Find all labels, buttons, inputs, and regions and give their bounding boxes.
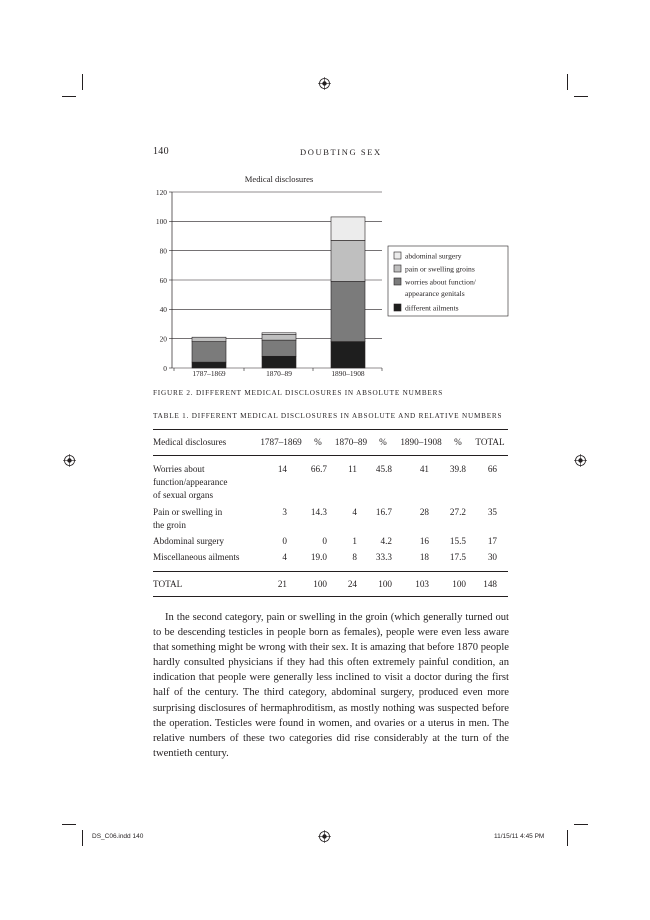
table-cell: 0	[322, 536, 327, 546]
table-cell: 11	[348, 464, 357, 474]
bar-segment	[262, 333, 296, 334]
table-total-cell: 100	[378, 579, 392, 589]
table-header-col: %	[314, 437, 322, 447]
table-cell: 28	[419, 507, 429, 517]
bar-segment	[331, 217, 365, 240]
running-head-title: DOUBTING SEX	[300, 147, 382, 157]
table-row-label: Worries about	[153, 464, 205, 474]
y-tick-label: 120	[155, 187, 167, 197]
table-cell: 8	[352, 552, 357, 562]
legend-swatch	[394, 304, 401, 311]
table-cell: 33.3	[375, 552, 392, 562]
legend-label: pain or swelling groins	[405, 264, 475, 274]
bar-segment	[262, 340, 296, 356]
crop-mark	[567, 74, 568, 90]
crop-mark	[82, 830, 83, 846]
table-header-col: %	[454, 437, 462, 447]
medical-disclosures-chart	[140, 168, 520, 384]
table-cell: 66.7	[310, 464, 327, 474]
table-cell: 41	[419, 464, 429, 474]
table-row-label: Pain or swelling in	[153, 507, 223, 517]
legend-swatch	[394, 252, 401, 259]
table-cell: 4	[352, 507, 357, 517]
x-tick-label: 1890–1908	[331, 369, 365, 378]
y-tick-label: 20	[159, 334, 167, 344]
table-header-col: 1870–89	[334, 437, 368, 447]
table-total-cell: 100	[452, 579, 466, 589]
bar-segment	[192, 342, 226, 363]
table-cell: 18	[419, 552, 429, 562]
table-cell: 3	[282, 507, 287, 517]
table-row-label: Miscellaneous ailments	[153, 552, 240, 562]
x-tick-label: 1787–1869	[192, 369, 226, 378]
y-tick-label: 80	[159, 246, 167, 256]
crop-mark	[62, 824, 76, 825]
bar-segment	[331, 281, 365, 341]
table-total-rule	[153, 571, 508, 572]
legend-swatch	[394, 265, 401, 272]
crop-mark	[82, 74, 83, 90]
table-total-cell: 103	[415, 579, 429, 589]
table-cell: 66	[487, 464, 497, 474]
bar-segment	[331, 240, 365, 281]
table-total-cell: 148	[483, 579, 497, 589]
bar-segment	[262, 334, 296, 340]
page-number: 140	[153, 146, 169, 157]
table-cell: 17.5	[449, 552, 466, 562]
legend-label: appearance genitals	[405, 289, 465, 299]
table-cell: 27.2	[449, 507, 466, 517]
x-tick-label: 1870–89	[266, 369, 292, 378]
slug-date: 11/15/11 4:45 PM	[494, 833, 545, 840]
table-header-label: Medical disclosures	[153, 437, 227, 447]
table-cell: 19.0	[310, 552, 327, 562]
crop-mark	[574, 824, 588, 825]
table-caption: TABLE 1. DIFFERENT MEDICAL DISCLOSURES IN ABSOLUTE AND RELATIVE NUMBERS	[153, 412, 503, 420]
table-total-cell: 24	[347, 579, 357, 589]
table-header-col: %	[379, 437, 387, 447]
table-cell: 14.3	[310, 507, 327, 517]
bar-segment	[192, 362, 226, 368]
table-cell: 30	[487, 552, 497, 562]
table-row-label: Abdominal surgery	[153, 536, 225, 546]
table-total-cell: 21	[277, 579, 287, 589]
legend-swatch	[394, 278, 401, 285]
table-cell: 17	[487, 536, 497, 546]
table-row-label: function/appearance	[153, 477, 228, 487]
table-total-label: TOTAL	[153, 579, 183, 589]
table-cell: 4.2	[380, 536, 392, 546]
body-paragraph: In the second category, pain or swelling in the groin (which generally turned out to be descending testicles in people born as females), people were even less aware that something might be wrong with their sex. It is amazing that before 1870 people hardly consulted physicians if they had this often extremely painful condition, an indication that people were generally less inclined to visit a doctor during the first half of the century. The third category, abdominal surgery, produced even more surprising disclosures of hermaphroditism, as mostly nothing was suspected before the operation. Testicles were found in women, and ovaries or a uterus in men. The relative numbers of these two categories did rise considerably at the turn of the twentieth century.	[153, 612, 509, 759]
crop-mark	[567, 830, 568, 846]
table-cell: 39.8	[449, 464, 466, 474]
table-cell: 14	[277, 464, 287, 474]
y-tick-label: 60	[159, 275, 167, 285]
table-total-cell: 100	[313, 579, 327, 589]
table-row-label: the groin	[153, 520, 186, 530]
table-header-col: TOTAL	[475, 437, 505, 447]
table-row-label: of sexual organs	[153, 490, 214, 500]
table-top-rule	[153, 429, 508, 430]
figure-caption: FIGURE 2. DIFFERENT MEDICAL DISCLOSURES IN ABSOLUTE NUMBERS	[153, 389, 443, 397]
y-tick-label: 100	[155, 217, 167, 227]
registration-mark-icon	[318, 830, 331, 843]
table-cell: 0	[282, 536, 287, 546]
table-cell: 16.7	[375, 507, 392, 517]
table-cell: 15.5	[449, 536, 466, 546]
table-cell: 4	[282, 552, 287, 562]
table-cell: 1	[352, 536, 357, 546]
y-tick-label: 0	[163, 363, 167, 373]
table-cell: 16	[419, 536, 429, 546]
bar-segment	[192, 337, 226, 341]
registration-mark-icon	[63, 454, 76, 467]
table-bottom-rule	[153, 596, 508, 597]
chart-title: Medical disclosures	[244, 174, 314, 184]
bar-segment	[262, 356, 296, 368]
table-header-col: 1890–1908	[400, 437, 442, 447]
legend-label: different ailments	[405, 303, 459, 313]
crop-mark	[62, 96, 76, 97]
y-tick-label: 40	[159, 305, 167, 315]
table-cell: 45.8	[375, 464, 392, 474]
slug-file: DS_C06.indd 140	[92, 833, 144, 840]
table-cell: 35	[487, 507, 497, 517]
table-header-rule	[153, 455, 508, 456]
legend-label: worries about function/	[405, 277, 476, 287]
legend-label: abdominal surgery	[405, 251, 462, 261]
table-header-col: 1787–1869	[260, 437, 302, 447]
crop-mark	[574, 96, 588, 97]
bar-segment	[331, 342, 365, 368]
registration-mark-icon	[318, 77, 331, 90]
registration-mark-icon	[574, 454, 587, 467]
